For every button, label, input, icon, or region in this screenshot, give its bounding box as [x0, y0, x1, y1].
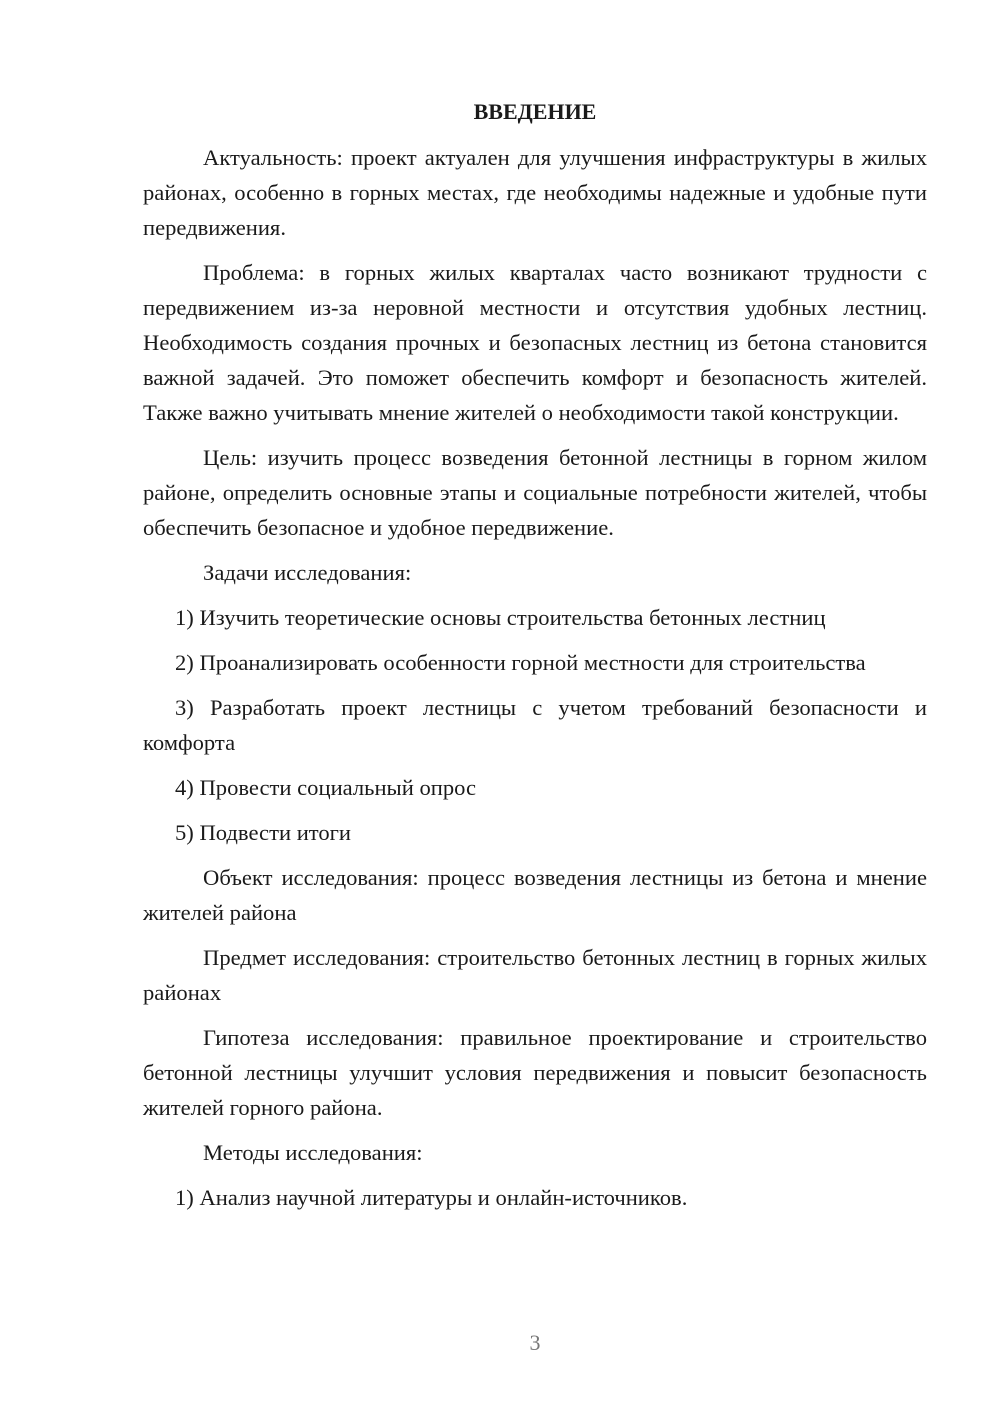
paragraph-hypothesis: Гипотеза исследования: правильное проектирование и строительство бетонной лестницы улучшит условия передвижения и повысит безопасность жителей горного района.	[143, 1025, 927, 1120]
paragraph-tasks-heading: Задачи исследования:	[203, 560, 412, 585]
document-page	[143, 96, 927, 1225]
paragraph-subject: Предмет исследования: строительство бетонных лестниц в горных жилых районах	[143, 945, 927, 1005]
section-title: ВВЕДЕНИЕ	[473, 99, 597, 124]
list-item-method-1: 1) Анализ научной литературы и онлайн-источников.	[175, 1185, 688, 1210]
paragraph-methods-heading: Методы исследования:	[203, 1140, 423, 1165]
paragraph-problem: Проблема: в горных жилых кварталах часто возникают трудности с передвижением из-за неровной местности и отсутствия удобных лестниц. Необходимость создания прочных и безопасных лестниц из бетона становится важной задачей. Это поможет обеспечить комфорт и безопасность жителей. Также важно учитывать мнение жителей о необходимости такой конструкции.	[143, 260, 927, 425]
page-number: 3	[529, 1330, 541, 1355]
list-item-task-3: 3) Разработать проект лестницы с учетом требований безопасности и комфорта	[143, 695, 927, 755]
paragraph-goal: Цель: изучить процесс возведения бетонной лестницы в горном жилом районе, определить основные этапы и социальные потребности жителей, чтобы обеспечить безопасное и удобное передвижение.	[143, 445, 927, 540]
list-item-task-4: 4) Провести социальный опрос	[175, 775, 477, 800]
paragraph-relevance: Актуальность: проект актуален для улучшения инфраструктуры в жилых районах, особенно в горных местах, где необходимы надежные и удобные пути передвижения.	[143, 145, 927, 240]
paragraph-object: Объект исследования: процесс возведения лестницы из бетона и мнение жителей района	[143, 865, 927, 925]
list-item-task-2: 2) Проанализировать особенности горной местности для строительства	[175, 650, 866, 675]
list-item-task-1: 1) Изучить теоретические основы строительства бетонных лестниц	[175, 605, 826, 630]
list-item-task-5: 5) Подвести итоги	[175, 820, 352, 845]
